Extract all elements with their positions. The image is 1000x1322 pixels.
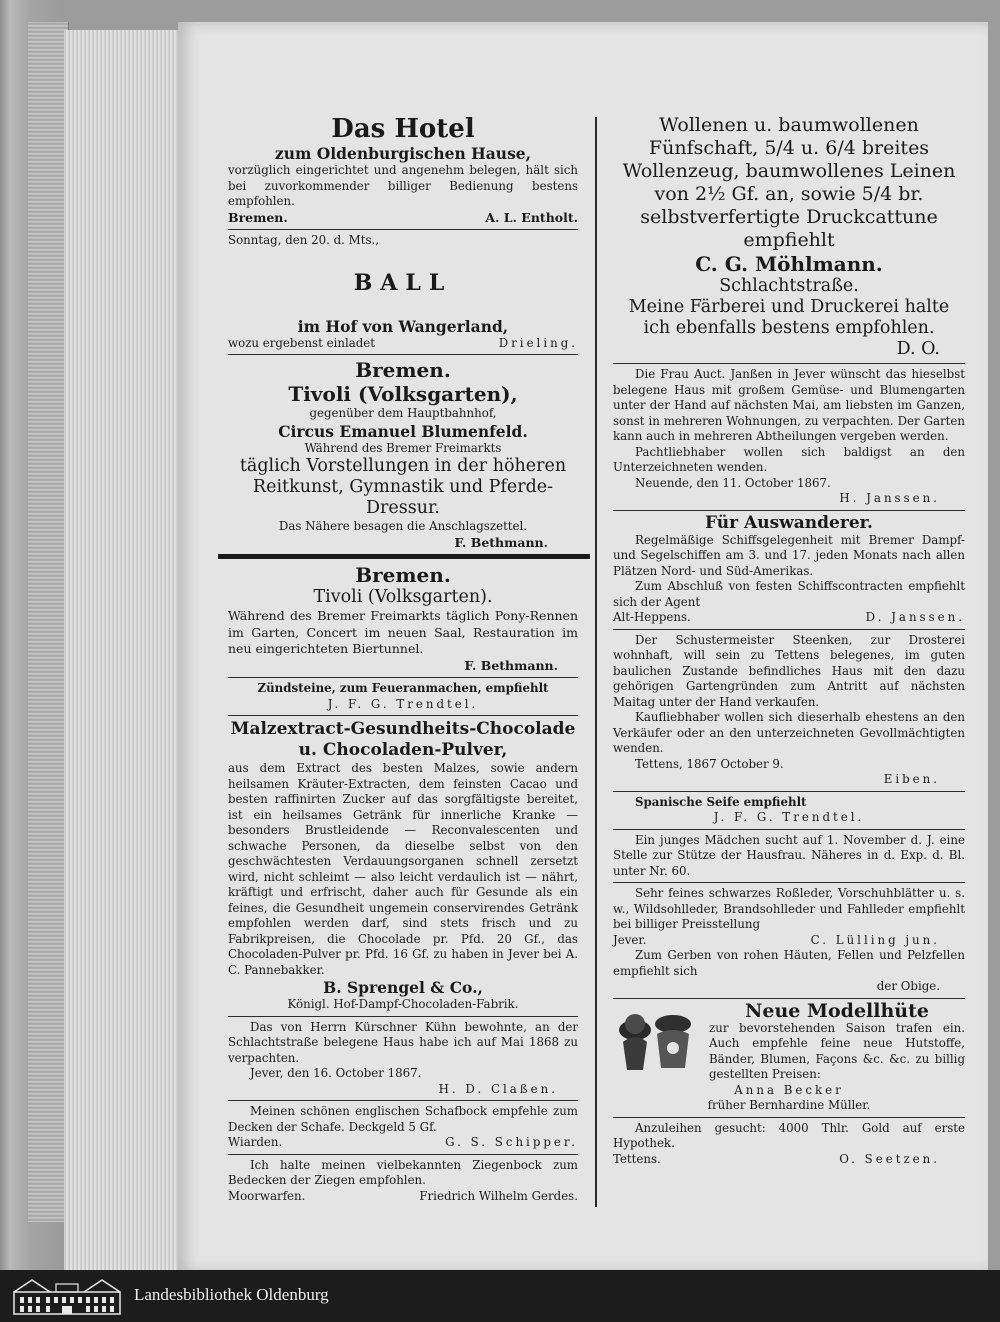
library-name: Landesbibliothek Oldenburg: [134, 1285, 329, 1304]
ad-signer: J. F. G. Trendtel.: [327, 696, 479, 711]
divider: [613, 882, 965, 883]
ad-text: Spanische Seife empfiehlt: [635, 794, 807, 809]
ad-maker: B. Sprengel & Co.,: [323, 978, 483, 997]
ad-signer: J. F. G. Trendtel.: [713, 810, 865, 824]
ad-body: vorzüglich eingerichtet und angenehm belegen, hält sich bei zuvorkommender billiger Bedienung bestens empfohlen.: [228, 163, 578, 208]
ad-tivoli-circus: [228, 358, 578, 551]
ad-city: Bremen.: [355, 563, 451, 587]
ad-body-2: Kaufliebhaber wollen sich dieserhalb ehestens an den Verkäufer oder an den unterzeichneten Gevollmächtigten wenden.: [613, 710, 965, 755]
ad-initials: D. O.: [896, 339, 940, 359]
right-column: [613, 114, 965, 1167]
divider: [613, 363, 965, 364]
divider: [228, 1154, 578, 1155]
ad-body: Das von Herrn Kürschner Kühn bewohnte, an der Schlachtstraße belegene Haus habe ich auf Mai 1868 zu verpachten.: [228, 1019, 578, 1065]
ad-title: Für Auswanderer.: [705, 512, 873, 533]
newspaper-page: [178, 22, 988, 1272]
ad-body: Meinen schönen englischen Schafbock empfehle zum Decken der Schafe. Deckgeld 5 Gf.: [228, 1104, 578, 1134]
ad-title: Tivoli (Volksgarten),: [288, 382, 518, 406]
ad-place: Moorwarfen.: [228, 1188, 306, 1203]
ad-tivoli-rennen: [228, 563, 578, 674]
ad-signer: Anna Becker: [734, 1082, 844, 1097]
ad-haus-verpachten: [228, 1020, 578, 1098]
ad-signer: D. Janssen.: [865, 610, 965, 624]
ad-street: Schlachtstraße.: [719, 276, 859, 296]
divider: [228, 229, 578, 230]
ad-title: Das Hotel: [331, 114, 475, 144]
left-column: [228, 114, 578, 1204]
column-divider: [595, 117, 597, 1207]
ad-text: Zündsteine, zum Feueranmachen, empfiehlt: [257, 681, 549, 695]
divider: [613, 998, 965, 999]
ad-signer: Drieling.: [498, 335, 578, 350]
divider: [228, 1100, 578, 1101]
ad-signer: F. Bethmann.: [454, 534, 548, 550]
ad-signer: C. Lülling jun.: [810, 932, 940, 947]
ad-note: Das Nähere besagen die Anschlagszettel.: [278, 519, 528, 533]
ad-zuendsteine: [228, 681, 578, 712]
ad-note: Meine Färberei und Druckerei halte ich ebenfalls bestens empfohlen.: [628, 297, 950, 338]
divider: [228, 715, 578, 716]
footer-bar: [0, 1270, 1000, 1322]
heavy-divider: [218, 554, 590, 559]
ad-leder: [613, 886, 965, 995]
ad-body: Ich halte meinen vielbekannten Ziegenbock zum Bedecken der Ziegen empfohlen.: [228, 1157, 578, 1187]
ad-body-2: Pachtliebhaber wollen sich baldigst an den Unterzeichneten wenden.: [613, 444, 965, 474]
ad-date: Neuende, den 11. October 1867.: [635, 475, 831, 490]
ad-venue: im Hof von Wangerland,: [297, 316, 509, 336]
ad-signer: F. Bethmann.: [464, 657, 558, 673]
ad-body: Anzuleihen gesucht: 4000 Thlr. Gold auf erste Hypothek.: [613, 1120, 965, 1150]
divider: [228, 677, 578, 678]
ad-signer-2: der Obige.: [876, 979, 940, 993]
ad-anleihe: [613, 1121, 965, 1168]
ad-title: Neue Modellhüte: [745, 999, 929, 1022]
ad-malzextract: [228, 719, 578, 1013]
ad-signer: H. Janssen.: [839, 491, 940, 505]
ad-body: täglich Vorstellungen in der höheren Reitkunst, Gymnastik und Pferde-Dressur.: [239, 456, 567, 518]
ad-signer: Eiben.: [883, 772, 940, 786]
ad-title: Tivoli (Volksgarten).: [313, 587, 493, 607]
ad-signer: G. S. Schipper.: [445, 1135, 578, 1149]
ad-subtitle: zum Oldenburgischen Hause,: [274, 144, 532, 163]
ad-schafbock: [228, 1104, 578, 1151]
ad-signer: O. Seetzen.: [839, 1151, 940, 1166]
divider: [228, 354, 578, 355]
ad-title: BALL: [353, 269, 453, 296]
ad-signer: Friedrich Wilhelm Gerdes.: [419, 1188, 578, 1203]
ad-location: gegenüber dem Hauptbahnhof,: [309, 406, 497, 420]
divider: [613, 791, 965, 792]
ad-body: zur bevorstehenden Saison trafen ein. Auch empfehle feine neue Hutstoffe, Bänder, Blumen, Façons &c. &c. zu billig gestellten Preisen:: [709, 1020, 965, 1081]
ad-body: Der Schustermeister Steenken, zur Drosterei wohnhaft, will sein zu Tettens belegenes, im guten baulichen Zustande befindliches Haus mit den dazu gehörigen Gartengründen zum Antritt auf nächsten Maitag unter der Hand verkaufen.: [613, 632, 965, 709]
ad-steenken: [613, 633, 965, 788]
ad-body: aus dem Extract des besten Malzes, sowie andern heilsamen Kräuter-Extracten, dem feinsten Cacao und besten raffinirten Zucker auf das sorgfältigste bereitet, ist ein heilsames Getränk für innerliche Kranke — besonders Brustleidende — Reconvalescenten und schwache Personen, da dieselbe selbst von den geschwächtesten Verdauungsorganen schnell zersetzt wird, nicht schleimt — also leicht verdaulich ist — nährt, kräftigt und erfrischt, daher auch für Gesunde als ein feines, die Gesundheit ungemein conservirendes Getränk empfohlen werden darf, sind stets frisch und zu Fabrikpreisen, die Chocolade pr. Pfd. 20 Gf., das Chocoladen-Pulver pr. Pfd. 16 Gf. zu haben in Jever bei A. C. Pannebakker.: [228, 761, 578, 977]
ad-date: Jever, den 16. October 1867.: [250, 1066, 422, 1080]
ad-title: Malzextract-Gesundheits-Chocolade u. Chocoladen-Pulver,: [230, 719, 576, 760]
ad-seife: [613, 795, 965, 826]
ad-date: Sonntag, den 20. d. Mts.,: [228, 233, 380, 247]
ad-maedchen: [613, 833, 965, 880]
ad-hotel: [228, 114, 578, 226]
ad-body: Sehr feines schwarzes Roßleder, Vorschuhblätter u. s. w., Wildsohlleder, Brandsohlleder und Fahlleder empfiehlt bei billiger Preisstellung: [613, 886, 965, 931]
library-logo: [12, 1276, 122, 1316]
divider: [613, 1117, 965, 1118]
divider: [613, 629, 965, 630]
ad-circus: Circus Emanuel Blumenfeld.: [278, 421, 528, 441]
ad-place: Tettens.: [613, 1151, 661, 1166]
ad-signer: A. L. Entholt.: [485, 209, 578, 225]
ad-modellhuete: [613, 999, 965, 1114]
ad-body: Die Frau Auct. Janßen in Jever wünscht das hieselbst belegene Haus mit großem Gemüse- und Blumengarten unter der Hand auf nächsten Mai, am liebsten im Ganzen, sonst in mehreren Wohnungen, zu verpachten. Der Garten kann auch in mehreren Abtheilungen vergeben werden.: [613, 367, 965, 443]
ad-place: Wiarden.: [228, 1135, 283, 1149]
ad-place: Jever.: [613, 932, 647, 947]
hat-illustration: [613, 1004, 703, 1076]
ad-janssen-garten: [613, 367, 965, 507]
ad-wollen: [613, 114, 965, 360]
ad-place: Alt-Heppens.: [613, 610, 691, 624]
ad-date: Tettens, 1867 October 9.: [635, 756, 784, 771]
book-spine: [28, 22, 69, 1222]
ad-ball: [228, 233, 578, 351]
ad-body: Wollenen u. baumwollenen Fünfschaft, 5/4 u. 6/4 breites Wollenzeug, baumwollenes Leinen von 2½ Gf. an, sowie 5/4 br. selbstverfertigte Druckcattune empfiehlt: [622, 114, 956, 251]
divider: [613, 829, 965, 830]
ad-signer: C. G. Möhlmann.: [695, 252, 883, 276]
ad-signer-2: früher Bernhardine Müller.: [707, 1098, 871, 1112]
ad-place: Bremen.: [228, 209, 288, 225]
page-edges: [64, 30, 184, 1275]
ad-signer: H. D. Claßen.: [438, 1081, 558, 1096]
ad-auswanderer: [613, 514, 965, 626]
divider: [613, 510, 965, 511]
ad-body: Ein junges Mädchen sucht auf 1. November d. J. eine Stelle zur Stütze der Hausfrau. Näheres in d. Exp. d. Bl. unter Nr. 60.: [613, 832, 965, 878]
ad-invite: wozu ergebenst einladet: [228, 335, 376, 350]
ad-body-2: Zum Abschluß von festen Schiffscontracten empfiehlt sich der Agent: [613, 579, 965, 609]
ad-during: Während des Bremer Freimarkts: [304, 440, 502, 455]
ad-city: Bremen.: [355, 358, 451, 382]
divider: [228, 1016, 578, 1017]
ad-body: Während des Bremer Freimarkts täglich Pony-Rennen im Garten, Concert im neuen Saal, Restauration im neu eingerichteten Biertunnel.: [228, 608, 578, 656]
ad-ziegenbock: [228, 1158, 578, 1205]
ad-body: Regelmäßige Schiffsgelegenheit mit Bremer Dampf- und Segelschiffen am 3. und 17. jeden Monats nach allen Plätzen Nord- und Süd-Amerikas.: [613, 532, 965, 578]
ad-body-2: Zum Gerben von rohen Häuten, Fellen und Pelzfellen empfiehlt sich: [613, 948, 965, 978]
ad-maker-sub: Königl. Hof-Dampf-Chocoladen-Fabrik.: [287, 997, 519, 1011]
